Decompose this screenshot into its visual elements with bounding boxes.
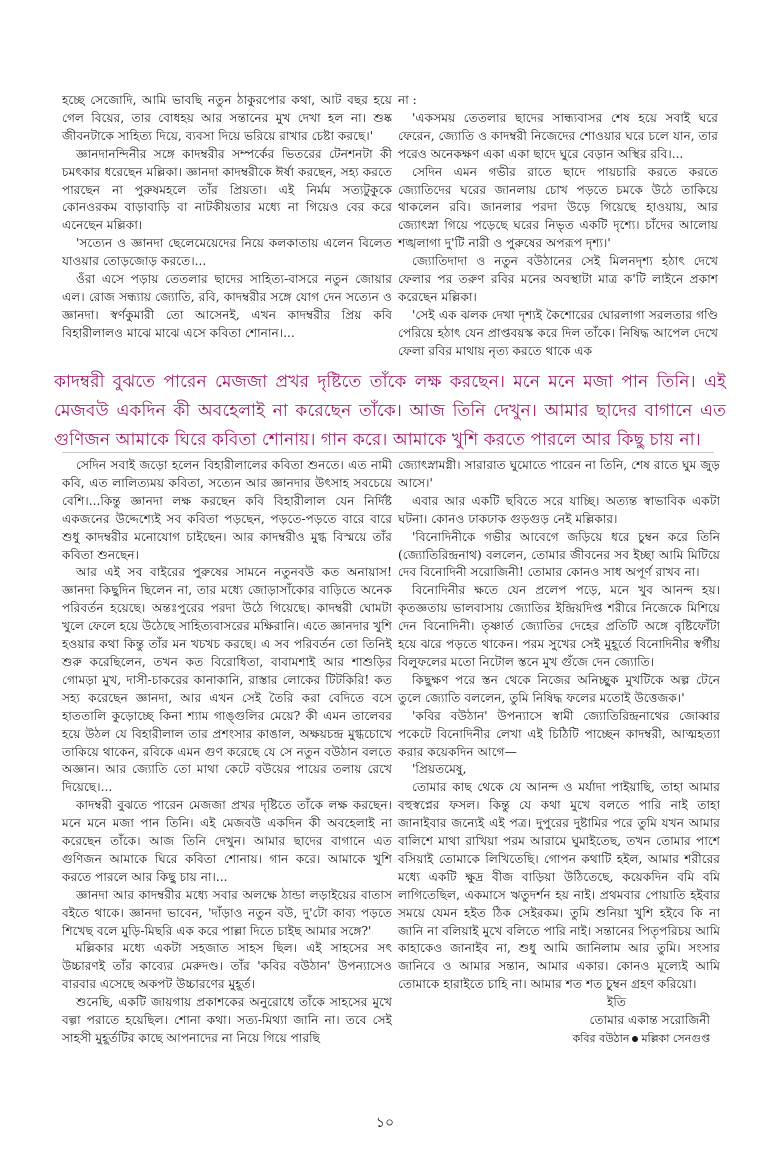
- paragraph: 'বিনোদিনীকে গভীর আবেগে জড়িয়ে ধরে চুম্বন করে তিনি (জ্যোতিরিন্দ্রনাথ) বললেন, তোমার জীবনের সব ইচ্ছা আমি মিটিয়ে দেব বিনোদিনী সরোজিনী! তোমার কোনও সাধ অপূর্ণ রাখব না।: [398, 529, 720, 580]
- paragraph: জ্যোৎস্নামগ্নী। সারারাত ঘুমোতে পারেন না তিনি, শেষ রাতে ঘুম জুড় আসে।': [398, 458, 720, 490]
- paragraph: না :: [398, 93, 417, 107]
- letter-signature-block: [398, 994, 720, 1048]
- paragraph: কিছুক্ষণ পরে স্তন থেকে নিজের অনিচ্ছুক মুখটিকে অল্প টেনে তুলে জ্যোতি বললেন, তুমি নিষিদ্ধ ফলের মতোই উত্তেজক।': [398, 672, 720, 705]
- paragraph: জ্যোতিদাদা ও নতুন বউঠানের সেই মিলনদৃশ্য হঠাৎ দেখে ফেলার পর তরুণ রবির মনের অবস্থাটা মাত্র ক'টি লাইনে প্রকাশ করেছেন মল্লিকা।: [398, 254, 718, 304]
- paragraph: ওঁরা এসে পড়ায় তেতলার ছাদের সাহিত্য-বাসরে নতুন জোয়ার এল। রোজ সন্ধ্যায় জ্যোতি, রবি, কাদম্বরীর সঙ্গে যোগ দেন সত্যেন ও জ্ঞানদা। স্বর্ণকুমারী তো আসেনই, এখন কাদম্বরীর প্রিয় কবি বিহারীলালও মাঝে মাঝে এসে কবিতা শোনান।...: [62, 272, 392, 340]
- paragraph: বিনোদিনীর ক্ষতে যেন প্রলেপ পড়ে, মনে খুব আনন্দ হয়। কৃতজ্ঞতায় ভালবাসায় জ্যোতির ইন্দ্রিয়দিপ্ত শরীরে নিজেকে মিশিয়ে দেন বিনোদিনী। তৃষ্ণার্ত জ্যোতির দেহের প্রতিটি অঙ্গে বৃষ্টিফোঁটা হয়ে ঝরে পড়তে থাকেন। পরম সুখের সেই মুহূর্তে বিনোদিনীর স্বর্গীয় বিলুফলের মতো নিটোল স্তনে মুখ গুঁজে দেন জ্যোতি।: [398, 583, 720, 669]
- source-author: মল্লিকা সেনগুপ্ত: [641, 1032, 710, 1045]
- paragraph: শুনেছি, একটি জায়গায় প্রকাশকের অনুরোধে তাঁকে সাহসের মুখে বল্গা পরাতে হয়েছিল। শোনা কথা। সত্য-মিথ্যা জানি না। তবে সেই সাহসী মুহূর্তটির কাছে আপনাদের না নিয়ে গিয়ে পারছি: [62, 995, 392, 1045]
- paragraph: জ্ঞানদানন্দিনীর সঙ্গে কাদম্বরীর সম্পর্কের ভিতরের টেনশনটা কী চমৎকার ধরেছেন মল্লিকা। জ্ঞানদা কাদম্বরীকে ঈর্ষা করছেন, সহ্য করতে পারছেন না পুরুষমহলে তাঁর প্রিয়তা। এই নির্মম সত্যটুকুকে কোনওরকম বাড়াবাড়ি বা নাটকীয়তার মধ্যে না গিয়েও বের করে এনেছেন মল্লিকা।: [62, 146, 392, 233]
- quoted-letter: [398, 761, 720, 994]
- paragraph: হচ্ছে সেজোদি, আমি ভাবছি নতুন ঠাকুরপোর কথা, আট বছর হয়ে গেল বিয়ের, তার বোধহয় আর সন্তানের মুখ দেখা হল না। শুষ্ক জীবনটাকে সাহিত্য দিয়ে, ব্যবসা দিয়ে ভরিয়ে রাখার চেষ্টা করছে।': [62, 93, 392, 143]
- paragraph: 'সেই এক ঝলক দেখা দৃশ্যই কৈশোরের ঘোরলাগা সরলতার গণ্ডি পেরিয়ে হঠাৎ যেন প্রাপ্তবয়স্ক করে দিল তাঁকে। নিষিদ্ধ আপেল দেখে ফেলা রবির মাথায় নৃত্য করতে থাকে এক: [398, 307, 718, 358]
- source-credit: [398, 1030, 710, 1048]
- article-column-bottom-right: [398, 457, 720, 1097]
- paragraph: সেদিন এমন গভীর রাতে ছাদে পায়চারি করতে করতে জ্যোতিদের ঘরের জানলায় চোখ পড়তে চমকে উঠে তাকিয়ে থাকলেন রবি। জানলার পরদা উড়ে গিয়েছে হাওয়ায়, আর জ্যোৎস্না গিয়ে পড়েছে ঘরের নিভৃত একটি দৃশ্যে। চাঁদের আলোয় শঙ্খলাগা দু'টি নারী ও পুরুষের অপরূপ দৃশ্য।': [398, 164, 718, 251]
- paragraph: কাদম্বরী বুঝতে পারেন মেজজা প্রখর দৃষ্টিতে তাঁকে লক্ষ করছেন। মনে মনে মজা পান তিনি। এই মেজবউ একদিন কী অবহেলাই না করেছেন তাঁকে। আজ তিনি দেখুন। আমার ছাদের বাগানে এত গুণিজন আমাকে ঘিরে কবিতা শোনায়। গান করে। আমাকে খুশি করতে পারলে আর কিছু চায় না।...: [62, 798, 392, 884]
- letter-body: তোমার কাছ থেকে যে আনন্দ ও মর্যাদা পাইয়াছি, তাহা আমার বহুস্বপ্নের ফসল। কিন্তু যে কথা মুখে বলতে পারি নাই তাহা জানাইবার জন্যেই এই পত্র। দুপুরের দুষ্টামির পরে তুমি যখন আমার বালিশে মাথা রাখিয়া পরম আরামে ঘুমাইতেছ, তখন তোমার পাশে বসিয়াই তোমাকে লিখিতেছি। গোপন কথাটি হইল, আমার শরীরের মধ্যে একটি ক্ষুদ্র বীজ বাড়িয়া উঠিতেছে, কয়েকদিন বমি বমি লাগিতেছিল, একমাসে ঋতুদর্শন হয় নাই। প্রথমবার পোয়াতি হইবার সময়ে যেমন হইত ঠিক সেইরকম। তুমি শুনিয়া খুশি হইবে কি না জানি না বলিয়াই মুখে বলিতে পারি নাই। সন্তানের পিতৃপরিচয় আমি কাহাকেও জানাইব না, শুধু আমি জানিলাম আর তুমি। সংসার জানিবে ও আমার সন্তান, আমার একার। কোনও মূল্যেই আমি তোমাকে হারাইতে চাহি না। আমার শত শত চুম্বন গ্রহণ করিয়ো।: [398, 780, 720, 992]
- article-column-top-right: [398, 92, 718, 358]
- article-column-bottom-left: [62, 457, 392, 1095]
- paragraph: 'একসময় তেতলার ছাদের সান্ধ্যবাসর শেষ হয়ে সবাই ঘরে ফেরেন, জ্যোতি ও কাদম্বরী নিজেদের শোওয়ার ঘরে চলে যান, তার পরেও অনেকক্ষণ একা একা ছাদে ঘুরে বেড়ান অস্থির রবি।...: [398, 110, 718, 161]
- letter-signature: তোমার একান্ত সরোজিনী: [589, 1013, 710, 1028]
- letter-salutation: 'প্রিয়তমেষু,: [412, 762, 467, 777]
- bullet-icon: [632, 1036, 638, 1042]
- page-number: ১০: [375, 1115, 395, 1131]
- paragraph: মল্লিকার মধ্যে একটা সহজাত সাহস ছিল। এই সাহসের সৎ উচ্চারণই তাঁর কাব্যের মেরুদণ্ড। তাঁর 'কবির বউঠান' উপন্যাসেও বারবার এসেছে অকপট উচ্চারণের মুহূর্ত।: [62, 941, 392, 992]
- article-column-top-left: [62, 92, 392, 350]
- source-book: কবির বউঠান: [572, 1032, 630, 1045]
- paragraph: সেদিন সবাই জড়ো হলেন বিহারীলালের কবিতা শুনতে। এত নামী কবি, এত লালিত্যময় কবিতা, সত্যেন আর জ্ঞানদার উৎসাহ সবচেয়ে বেশি।...কিন্তু জ্ঞানদা লক্ষ করছেন কবি বিহারীলাল যেন নির্দিষ্ট একজনের উদ্দেশ্যেই সব কবিতা পড়ছেন, পড়তে-পড়তে বারে বারে শুধু কাদম্বরীর মনোযোগ চাইছেন। আর কাদম্বরীও মুগ্ধ বিস্ময়ে তাঁর কবিতা শুনছেন।: [62, 458, 392, 562]
- paragraph: 'কবির বউঠান' উপন্যাসে স্বামী জ্যোতিরিন্দ্রনাথের জোব্বার পকেটে বিনোদিনীর লেখা এই চিঠিটি পাচ্ছেন কাদম্বরী, আত্মহত্যা করার কয়েকদিন আগে—: [398, 708, 720, 759]
- paragraph: জ্ঞানদা আর কাদম্বরীর মধ্যে সবার অলক্ষে ঠান্ডা লড়াইয়ের বাতাস বইতে থাকে। জ্ঞানদা ভাবেন, 'দাঁড়াও নতুন বউ, দু'টো কাব্য পড়তে শিখেছ বলে মুড়ি-মিছরি এক করে পাল্লা দিতে চাইছ আমার সঙ্গে?': [62, 887, 392, 938]
- paragraph: এবার আর একটি ছবিতে সরে যাচ্ছি। অত্যন্ত স্বাভাবিক একটা ঘটনা। কোনও ঢাকঢাক গুড়গুড় নেই মল্লিকার।: [398, 493, 720, 526]
- letter-closing: ইতি: [607, 995, 626, 1010]
- paragraph: আর এই সব বাইরের পুরুষের সামনে নতুনবউ কত অনায়াস! জ্ঞানদা কিছুদিন ছিলেন না, তার মধ্যে জোড়াসাঁকোর বাড়িতে অনেক পরিবর্তন হয়েছে। অন্তঃপুরের পরদা উঠে গিয়েছে। কাদম্বরী ঘোমটা খুলে ফেলে হয়ে উঠেছে সাহিত্যবাসরের মক্ষিরানি। এতে জ্ঞানদার খুশি হওয়ার কথা কিন্তু তাঁর মন খচখচ করছে। এ সব পরিবর্তন তো তিনিই শুরু করেছিলেন, তখন কত বিরোধিতা, বাবামশাই আর শাশুড়ির গোমড়া মুখ, দাসী-চাকরের কানাকানি, রাস্তার লোকের টিটকিরি! কত সহ্য করেছেন জ্ঞানদা, আর এখন সেই তৈরি করা বেদিতে বসে হাততালি কুড়োচ্ছে কিনা শ্যাম গাঙ্গুলির মেয়ে? কী এমন তালেবর হয়ে উঠল যে বিহারীলাল তার প্রশংসার কাঙাল, অক্ষয়চন্দ্র মুগ্ধচোখে তাকিয়ে থাকেন, রবিকে এমন গুণ করেছে যে সে নতুন বউঠান বলতে অজ্ঞান। আর জ্যোতি তো মাথা কেটে বউয়ের পায়ের তলায় রেখে দিয়েছে।...: [62, 565, 392, 795]
- divider: [62, 452, 714, 453]
- pull-quote: কাদম্বরী বুঝতে পারেন মেজজা প্রখর দৃষ্টিতে তাঁকে লক্ষ করছেন। মনে মনে মজা পান তিনি। এই মেজবউ একদিন কী অবহেলাই না করেছেন তাঁকে। আজ তিনি দেখুন। আমার ছাদের বাগানে এত গুণিজন আমাকে ঘিরে কবিতা শোনায়। গান করে। আমাকে খুশি করতে পারলে আর কিছু চায় না।: [54, 372, 726, 450]
- paragraph: 'সত্যেন ও জ্ঞানদা ছেলেমেয়েদের নিয়ে কলকাতায় এলেন বিলেত যাওয়ার তোড়জোড় করতে।...: [62, 236, 392, 269]
